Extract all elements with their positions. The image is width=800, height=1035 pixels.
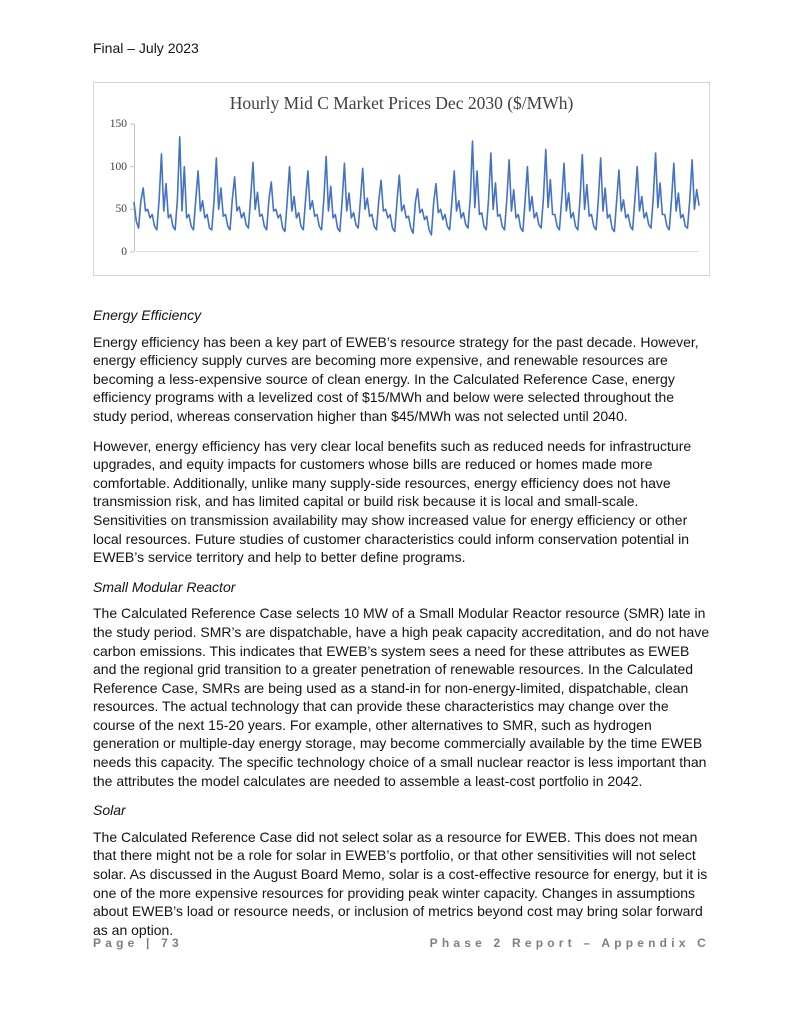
chart-y-axis [104,118,134,258]
y-axis-tick-label: 100 [109,160,127,173]
price-chart [93,82,710,276]
footer-page-number: Page | 73 [93,936,183,950]
section-heading-solar: Solar [93,802,126,819]
page-footer [93,936,710,950]
page-header: Final – July 2023 [93,40,199,56]
paragraph: However, energy efficiency has very clear local benefits such as reduced needs for infrastructure upgrades, and equity impacts for customers whose bills are reduced or homes made more comfortable. Additionally, unlike many supply-side resources, energy efficiency does not have transmission risk, and has limited capital or build risk because it is local and small-scale. Sensitivities on transmission availability may show increased value for energy efficiency or other local resources. Future studies of customer characteristics could inform conservation potential in EWEB’s service territory and help to better define programs. [93,437,692,566]
section-heading-energy-efficiency: Energy Efficiency [93,307,202,323]
y-axis-tick-label: 0 [121,246,127,258]
paragraph: Energy efficiency has been a key part of EWEB’s resource strategy for the past decade. However, energy efficiency supply curves are becoming more expensive, and renewable resources are becoming a less-expensive source of clean energy. In the Calculated Reference Case, energy efficiency programs with a levelized cost of $15/MWh and below were selected throughout the study period, whereas conservation higher than $45/MWh was not selected until 2040. [93,333,699,424]
y-axis-tick-label: 150 [109,118,127,130]
paragraph: The Calculated Reference Case selects 10 MW of a Small Modular Reactor resource (SMR) late in the study period. SMR’s are dispatchable, have a high peak capacity accreditation, and do not have carbon emissions. This indicates that EWEB’s system sees a need for these attributes as EWEB and the regional grid transition to a greater penetration of renewable resources. In the Calculated Reference Case, SMRs are being used as a stand-in for non-energy-limited, dispatchable, clean resources. The actual technology that can provide these characteristics may change over the course of the next 15-20 years. For example, other alternatives to SMR, such as hydrogen generation or multiple-day energy storage, may become commercially available by the time EWEB needs this capacity. The specific technology choice of a small nuclear reactor is less important than the attributes the model calculates are needed to assemble a least-cost portfolio in 2042. [93,605,710,789]
document-body [93,306,710,939]
chart-body [104,118,699,258]
y-axis-tick-label: 50 [115,203,127,216]
price-line-chart [134,124,699,252]
chart-title: Hourly Mid C Market Prices Dec 2030 ($/MWh) [229,93,574,113]
footer-report-title: Phase 2 Report – Appendix C [429,936,710,950]
paragraph: The Calculated Reference Case did not select solar as a resource for EWEB. This does not mean that there might not be a role for solar in EWEB’s portfolio, or that other sensitivities will not select solar. As discussed in the August Board Memo, solar is a cost-effective resource for energy, but it is one of the more expensive resources for providing peak winter capacity. Changes in assumptions about EWEB’s load or resource needs, or inclusion of metrics beyond cost may bring solar forward as an option. [93,828,708,938]
chart-plot-area [134,124,699,252]
section-heading-small-modular-reactor: Small Modular Reactor [93,578,236,595]
